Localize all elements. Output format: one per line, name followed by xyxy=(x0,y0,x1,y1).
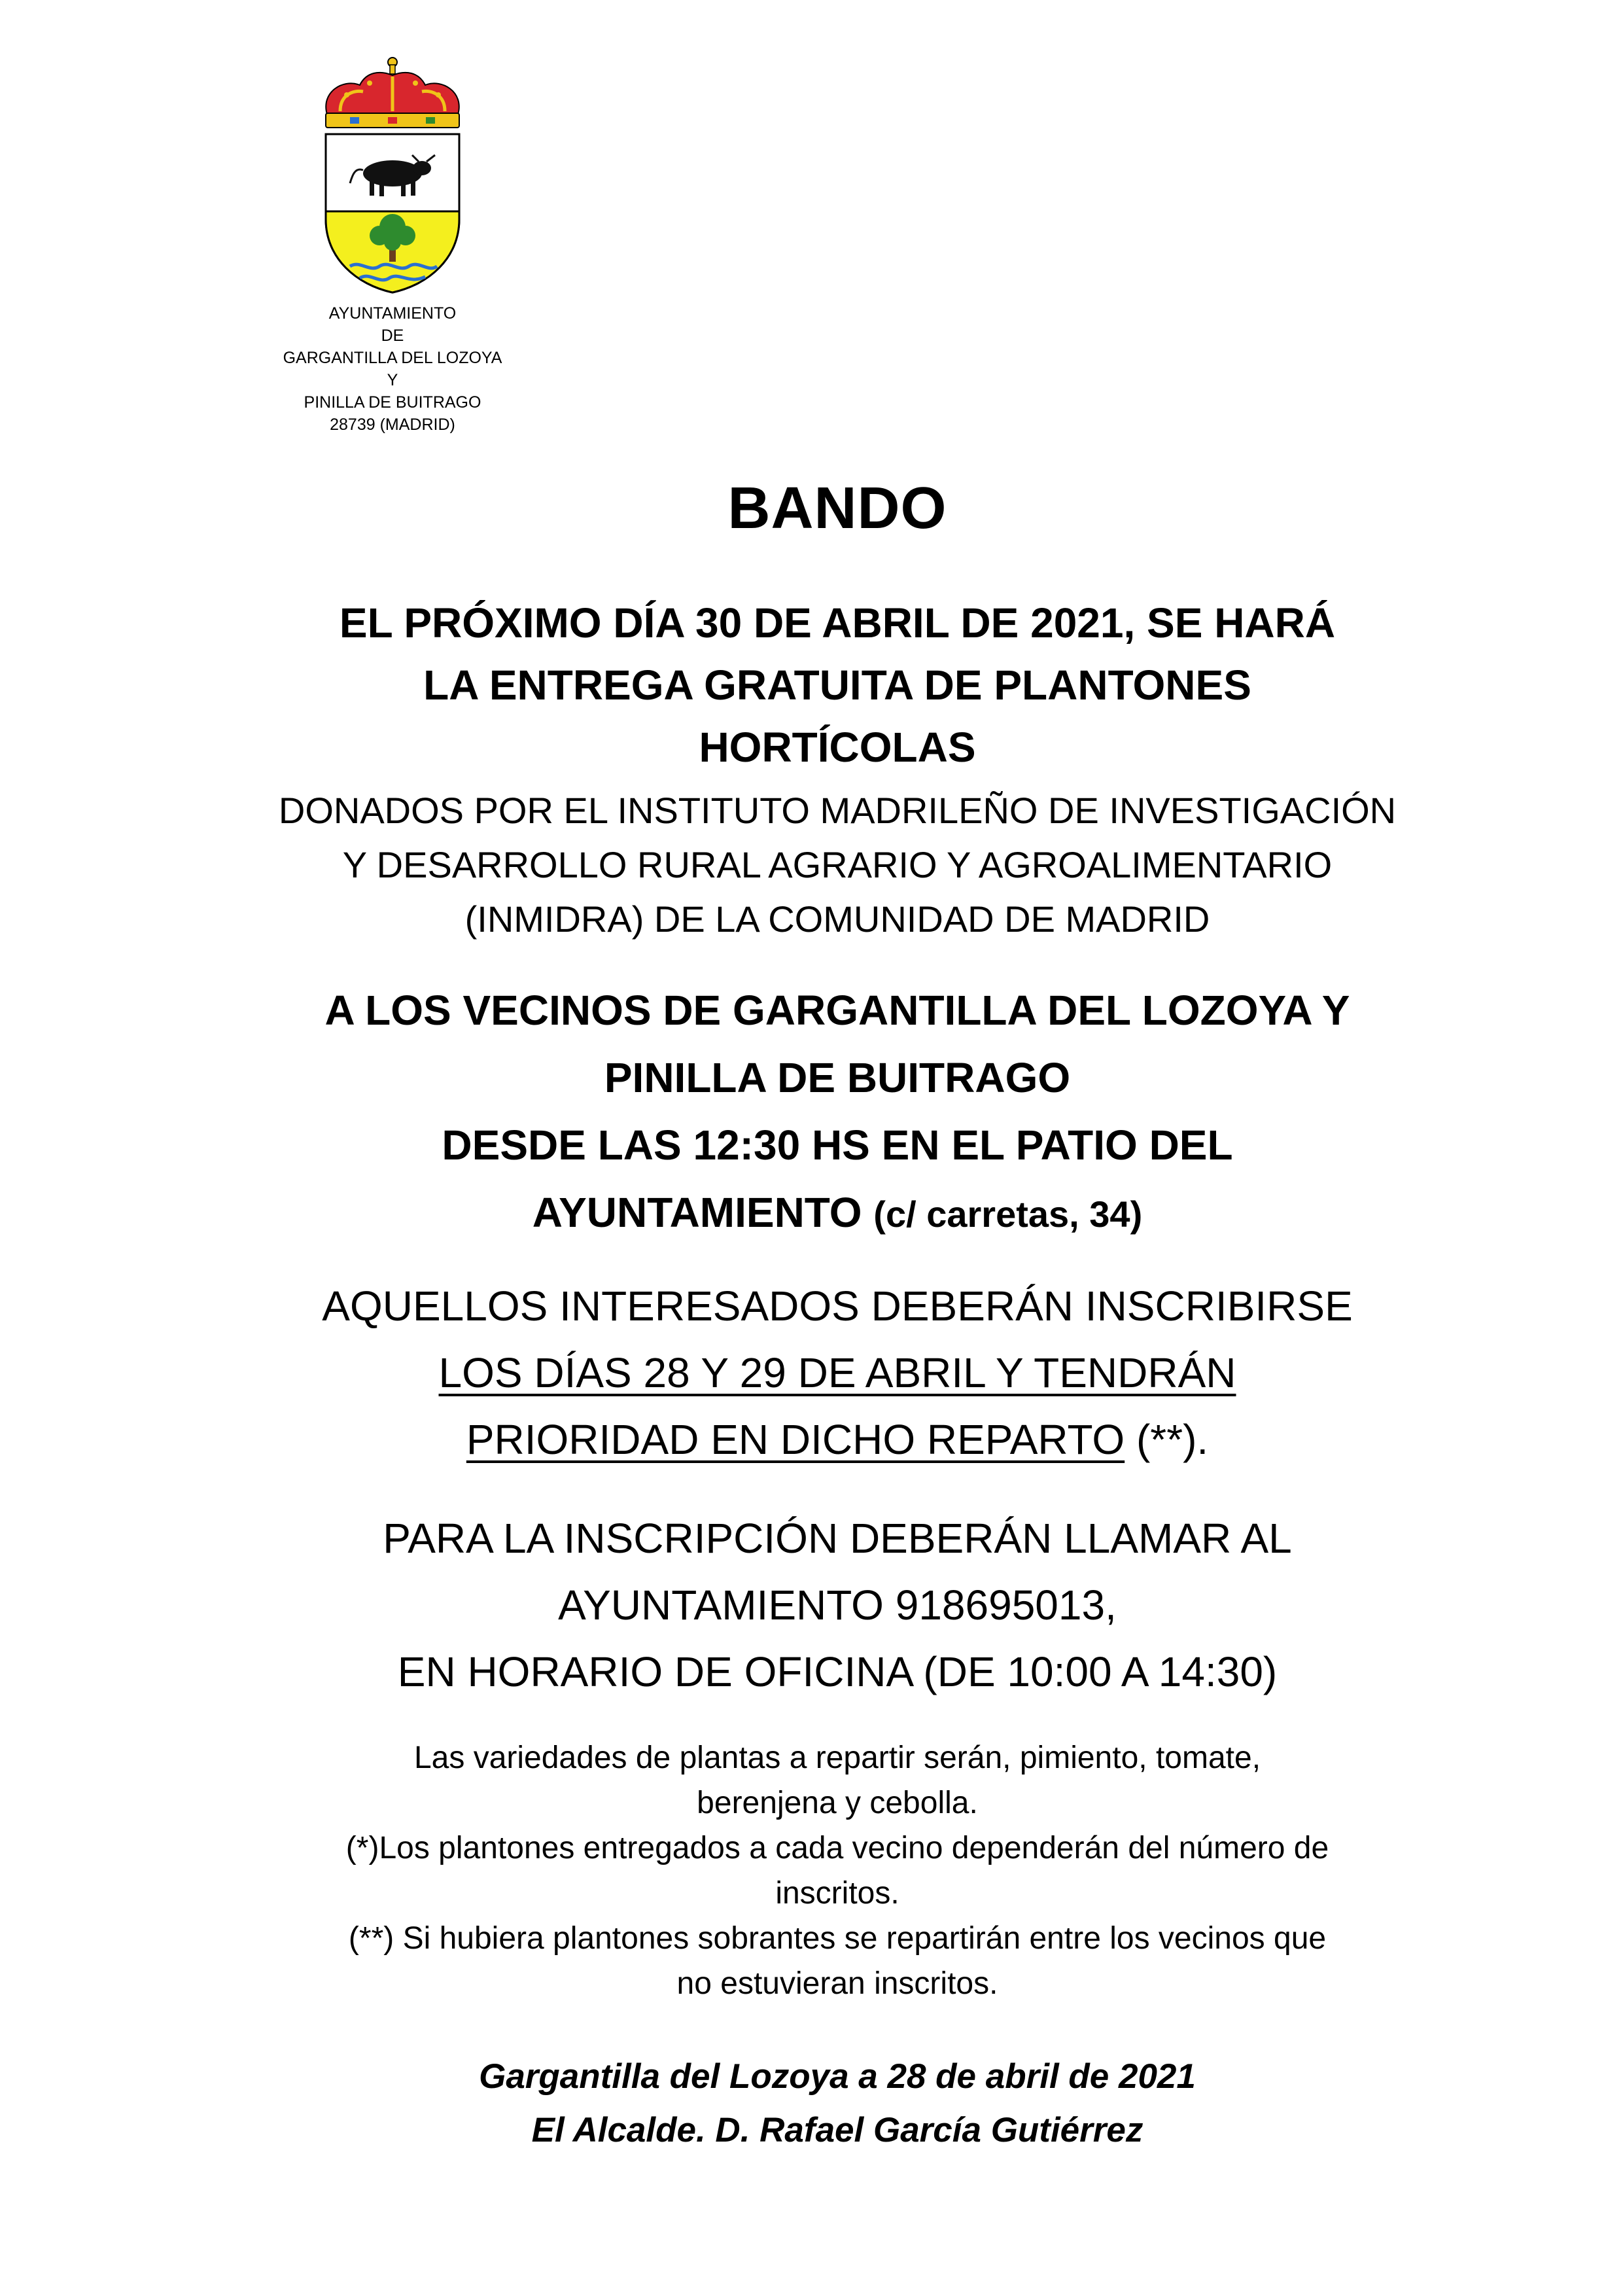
registration-line: AQUELLOS INTERESADOS DEBERÁN INSCRIBIRSE xyxy=(322,1282,1353,1330)
signature-date: Gargantilla del Lozoya a 28 de abril de 2021 xyxy=(479,2057,1196,2096)
headline-line: LA ENTREGA GRATUITA DE PLANTONES xyxy=(423,662,1251,709)
note-line: (**) Si hubiera plantones sobrantes se repartirán entre los vecinos que xyxy=(348,1921,1327,1956)
headline-line: EL PRÓXIMO DÍA 30 DE ABRIL DE 2021, SE HARÁ xyxy=(339,599,1336,646)
address-line: PINILLA DE BUITRAGO xyxy=(304,393,481,412)
footnotes xyxy=(262,1735,1413,2006)
contact-hours-line: EN HORARIO DE OFICINA (DE 10:00 A 14:30) xyxy=(397,1648,1278,1695)
donor-line: Y DESARROLLO RURAL AGRARIO Y AGROALIMENTARIO xyxy=(342,844,1333,885)
registration-dates: LOS DÍAS 28 Y 29 DE ABRIL Y TENDRÁN xyxy=(438,1349,1236,1396)
recipients-line: A LOS VECINOS DE GARGANTILLA DEL LOZOYA Y xyxy=(324,987,1350,1034)
address-line: DE xyxy=(381,327,404,345)
coat-of-arms-icon xyxy=(314,56,471,298)
recipients-line: PINILLA DE BUITRAGO xyxy=(604,1054,1071,1101)
venue-line: DESDE LAS 12:30 HS EN EL PATIO DEL xyxy=(442,1122,1233,1169)
note-line: no estuvieran inscritos. xyxy=(676,1966,998,2001)
contact-instructions xyxy=(262,1505,1413,1705)
registration-line xyxy=(262,1339,1413,1406)
note-line: berenjena y cebolla. xyxy=(697,1786,978,1820)
venue-line xyxy=(262,1179,1413,1248)
signature-mayor: El Alcalde. D. Rafael García Gutiérrez xyxy=(531,2111,1143,2149)
donor-line: DONADOS POR EL INSTITUTO MADRILEÑO DE INVESTIGACIÓN xyxy=(278,790,1397,831)
headline-line: HORTÍCOLAS xyxy=(699,724,976,771)
venue-name: AYUNTAMIENTO xyxy=(532,1189,874,1236)
address-line: Y xyxy=(387,371,398,389)
recipients-and-venue xyxy=(262,977,1413,1248)
signature-block xyxy=(262,2050,1413,2157)
donor-line: (INMIDRA) DE LA COMUNIDAD DE MADRID xyxy=(464,898,1210,940)
town-address xyxy=(249,302,536,436)
registration-notice xyxy=(262,1273,1413,1473)
registration-line xyxy=(262,1406,1413,1473)
registration-priority: PRIORIDAD EN DICHO REPARTO xyxy=(466,1416,1125,1463)
note-line: Las variedades de plantas a repartir serán, pimiento, tomate, xyxy=(413,1740,1261,1775)
contact-line: PARA LA INSCRIPCIÓN DEBERÁN LLAMAR AL xyxy=(383,1515,1292,1562)
note-line: (*)Los plantones entregados a cada vecino dependerán del número de xyxy=(345,1831,1329,1865)
shield-icon xyxy=(326,134,459,292)
headline xyxy=(262,592,1413,779)
donor-statement xyxy=(262,783,1413,946)
address-line: AYUNTAMIENTO xyxy=(328,304,457,323)
note-line: inscritos. xyxy=(775,1876,899,1911)
contact-phone-line: AYUNTAMIENTO 918695013, xyxy=(558,1581,1117,1629)
registration-footnote-ref: (**). xyxy=(1125,1416,1209,1463)
address-line: 28739 (MADRID) xyxy=(330,415,455,434)
document-title: BANDO xyxy=(727,476,947,541)
address-line: GARGANTILLA DEL LOZOYA xyxy=(283,349,502,367)
venue-address: (c/ carretas, 34) xyxy=(873,1193,1143,1235)
crown-icon xyxy=(326,58,459,128)
